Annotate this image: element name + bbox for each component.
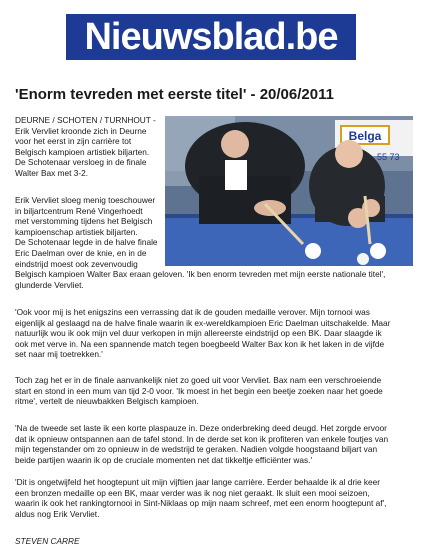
text-line: Walter Bax met 3-2. — [15, 167, 89, 178]
text-line: glunderde Vervliet. — [15, 279, 84, 290]
text-line: kampioenschap artistiek biljarten. — [15, 226, 138, 237]
article-lead — [15, 115, 156, 179]
text-line: aldus nog Erik Vervliet. — [15, 508, 100, 519]
svg-text:55 73: 55 73 — [377, 152, 400, 162]
text-line: Erik Vervliet sloeg menig toeschouwer — [15, 195, 156, 205]
text-line: 'Na de tweede set laste ik een korte plaspauze in. Deze onderbreking deed deugd. Het zorgde ervoor — [15, 423, 387, 433]
text-line: ook met verve in. Na een spannende match tegen boegbeeld Walter Bax kon ik het laken in de vijfde — [15, 338, 385, 349]
logo-text: Nieuwsblad.be — [84, 16, 338, 58]
svg-text:Belga: Belga — [348, 129, 382, 143]
text-line: ritme', vertelt de nieuwbakken Belgisch kampioen. — [15, 396, 199, 407]
article-paragraph — [15, 477, 386, 519]
billiards-photo — [165, 116, 413, 266]
masthead-logo[interactable] — [66, 14, 356, 60]
text-line: dat ik opnieuw ontspannen aan de tafel stond. In de derde set kon ik profiteren van enkele foutjes van — [15, 433, 389, 444]
text-line: Belgisch kampioen Walter Bax eraan geloven. 'Ik ben enorm tevreden met mijn eerste nationale titel', — [15, 269, 386, 280]
text-line: natuurlijk wou ik ook mijn vel duur verkopen in mijn allereerste eindstrijd op een BK. Daar slaagde ik — [15, 328, 382, 339]
text-line: met verstomming tijdens het Belgisch — [15, 216, 153, 227]
text-line: beide partijen waarin ik op de cruciale momenten net dat tikkeltje efficiënter was.' — [15, 454, 313, 465]
text-line: eigenlijk al geslaagd na de halve finale waarin ik ex-wereldkampioen Eric Daelman uitschakelde. Maar — [15, 317, 391, 328]
dateline: DEURNE / SCHOTEN / TURNHOUT - — [15, 115, 156, 125]
text-line: start en stond in een mum van tijd 2-0 voor. 'Ik moest in het begin een beetje zoeken naar het goede — [15, 385, 383, 396]
text-line: voor het eerst in zijn carrière tot — [15, 136, 132, 147]
text-line: in biljartcentrum René Vingerhoedt — [15, 205, 143, 216]
text-line: De Schotenaar versloeg in de finale — [15, 157, 147, 168]
text-line: een bronzen medaille op een BK, maar verder was ik nog niet geraakt. Ik sluit een mooi seizoen, — [15, 487, 370, 498]
article-headline: 'Enorm tevreden met eerste titel' - 20/06/2011 — [15, 86, 334, 103]
text-line: 'Ook voor mij is het enigszins een verrassing dat ik de gouden medaille verover. Mijn tornooi was — [15, 307, 370, 317]
text-line: mijn tegenstander om zo opnieuw in de wedstrijd te geraken. Nadien volgde hoogstaand biljart van — [15, 444, 378, 455]
text-line: eindstrijd moest ook zevenvoudig — [15, 258, 138, 269]
text-line: 'Dit is ongetwijfeld het hoogtepunt uit mijn vijftien jaar lange carrière. Eerder behaalde ik al drie keer — [15, 477, 381, 487]
text-line: Eric Daelman over de knie, en in de — [15, 247, 147, 258]
article-paragraph — [15, 423, 388, 465]
article-paragraph — [15, 307, 390, 360]
article-photo — [165, 116, 413, 266]
article-byline: STEVEN CARRE — [15, 536, 80, 546]
text-line: Belgisch kampioen artistiek biljarten. — [15, 146, 150, 157]
text-line: waarin ik ook het rankingtornooi in Sint-Niklaas op mijn naam schreef, met een enorm hoogtepunt af', — [15, 498, 387, 509]
text-line: De Schotenaar legde in de halve finale — [15, 237, 158, 248]
article-paragraph — [15, 375, 383, 407]
text-line: Erik Vervliet kroonde zich in Deurne — [15, 125, 147, 136]
text-line: Toch zag het er in de finale aanvankelijk niet zo goed uit voor Vervliet. Bax nam een verschroeiende — [15, 375, 382, 385]
text-line: set naar mij toetrekken.' — [15, 349, 103, 360]
